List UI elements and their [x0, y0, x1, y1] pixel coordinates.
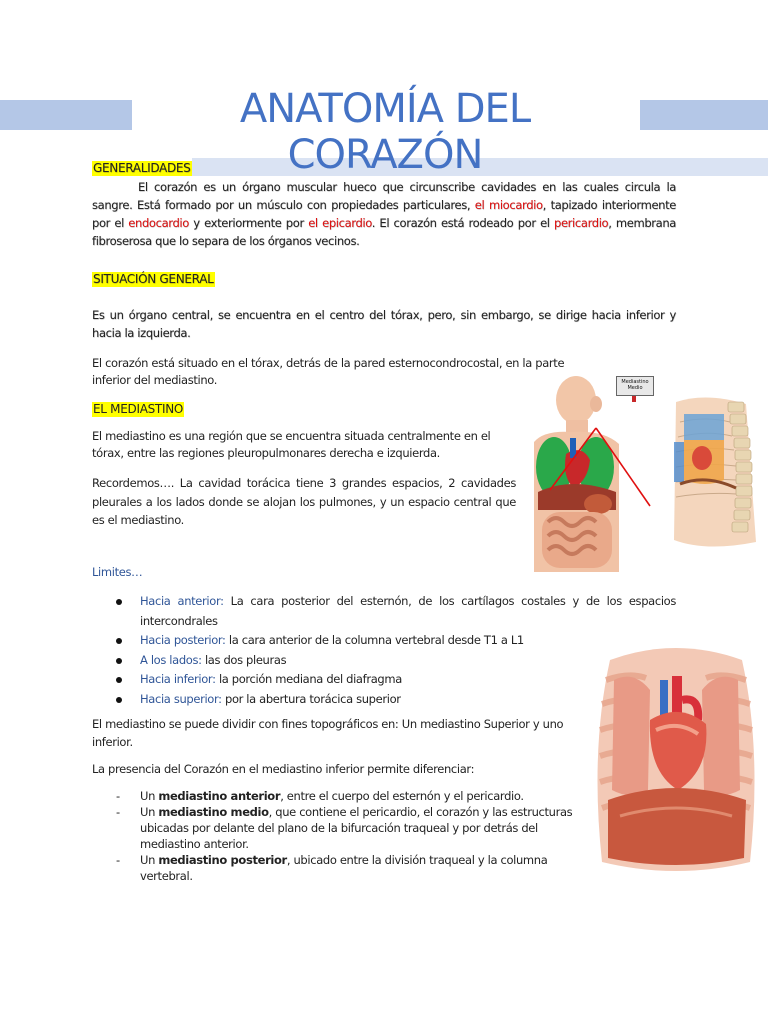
title-band-left	[0, 100, 132, 130]
division-term: mediastino medio	[158, 805, 269, 819]
gen-text-d: . El corazón está rodeado por el	[371, 216, 554, 230]
division-item	[116, 804, 586, 852]
limite-text: la porción mediana del diafragma	[215, 672, 402, 686]
limite-label: Hacia anterior:	[140, 594, 224, 608]
dash-marker: -	[116, 805, 120, 819]
paragraph-division-1: El mediastino se puede dividir con fines topográficos en: Un mediastino Superior y uno inferior.	[92, 717, 564, 749]
label-pointer	[632, 396, 636, 402]
limite-text: la cara anterior de la columna vertebral desde T1 a L1	[225, 633, 524, 647]
paragraph-situacion-2: El corazón está situado en el tórax, detrás de la pared esternocondrocostal, en la parte inferior del mediastino.	[92, 356, 565, 387]
division-item	[116, 788, 586, 804]
division-term: mediastino posterior	[158, 853, 287, 867]
heading-generalidades: GENERALIDADES	[93, 161, 191, 175]
limite-text: las dos pleuras	[201, 652, 287, 667]
bullet-icon	[116, 638, 122, 644]
division-list	[116, 788, 586, 884]
bullet-icon	[116, 697, 122, 703]
term-miocardio: el miocardio	[474, 198, 543, 212]
opened-thorax-illustration	[590, 640, 762, 876]
torso-organs-illustration	[524, 372, 664, 576]
paragraph-division-2: La presencia del Corazón en el mediastino inferior permite diferenciar:	[92, 762, 475, 776]
sagittal-thorax-illustration	[666, 392, 760, 552]
limite-label: Hacia posterior:	[140, 633, 226, 647]
limite-label: Hacia inferior:	[140, 672, 216, 686]
label-mediastino-medio-text: Mediastino Medio	[621, 379, 649, 391]
gen-text-b: , tapizado interiormente por el	[92, 198, 676, 230]
heading-situacion-general: SITUACIÓN GENERAL	[93, 272, 214, 286]
division-term: mediastino anterior	[158, 789, 281, 803]
paragraph-mediastino-2: Recordemos…. La cavidad torácica tiene 3 grandes espacios, 2 cavidades pleurales a los lados donde se alojan los pulmones, y un espacio central que es el mediastino.	[92, 476, 516, 527]
dash-marker: -	[116, 789, 120, 803]
division-pre: Un	[140, 789, 159, 803]
heading-limites: Limites…	[92, 565, 143, 579]
division-text: , entre el cuerpo del esternón y el pericardio.	[280, 789, 524, 803]
title-band-right	[640, 100, 768, 130]
limite-label: Hacia superior:	[140, 691, 222, 706]
bullet-icon	[116, 599, 122, 605]
label-mediastino-medio	[616, 376, 654, 396]
division-text: , que contiene el pericardio, el corazón y las estructuras ubicadas por delante del plano de la bifurcación traqueal y por detrás del mediastino anterior.	[140, 805, 573, 851]
paragraph-mediastino-1: El mediastino es una región que se encuentra situada centralmente en el tórax, entre las regiones pleuropulmonares derecha e izquierda.	[92, 429, 491, 460]
limite-label: A los lados:	[140, 652, 202, 667]
limite-text: La cara posterior del esternón, de los cartílagos costales y de los espacios intercondrales	[140, 594, 676, 628]
page-title: ANATOMÍA DEL CORAZÓN	[239, 86, 531, 178]
bullet-icon	[116, 658, 122, 664]
gen-text-e: , membrana fibroserosa que lo separa de los órganos vecinos.	[92, 216, 676, 248]
division-pre: Un	[140, 853, 159, 867]
division-item	[116, 852, 586, 884]
term-epicardio: el epicardio	[308, 216, 372, 230]
heading-el-mediastino: EL MEDIASTINO	[93, 402, 184, 416]
term-endocardio: endocardio	[128, 216, 189, 230]
gen-text-a: El corazón es un órgano muscular hueco que circunscribe cavidades en las cuales circula la sangre. Está formado por un músculo con propiedades particulares,	[92, 180, 676, 212]
bullet-icon	[116, 677, 122, 683]
gen-text-c: y exteriormente por	[188, 216, 309, 230]
paragraph-generalidades	[92, 178, 676, 250]
paragraph-situacion-1: Es un órgano central, se encuentra en el centro del tórax, pero, sin embargo, se dirige hacia inferior y hacia la izquierda.	[92, 308, 676, 340]
term-pericardio: pericardio	[554, 216, 609, 230]
limite-text: por la abertura torácica superior	[221, 691, 401, 706]
division-text: , ubicado entre la división traqueal y la columna vertebral.	[140, 853, 548, 883]
limite-item	[116, 592, 676, 631]
dash-marker: -	[116, 853, 120, 867]
division-pre: Un	[140, 805, 159, 819]
